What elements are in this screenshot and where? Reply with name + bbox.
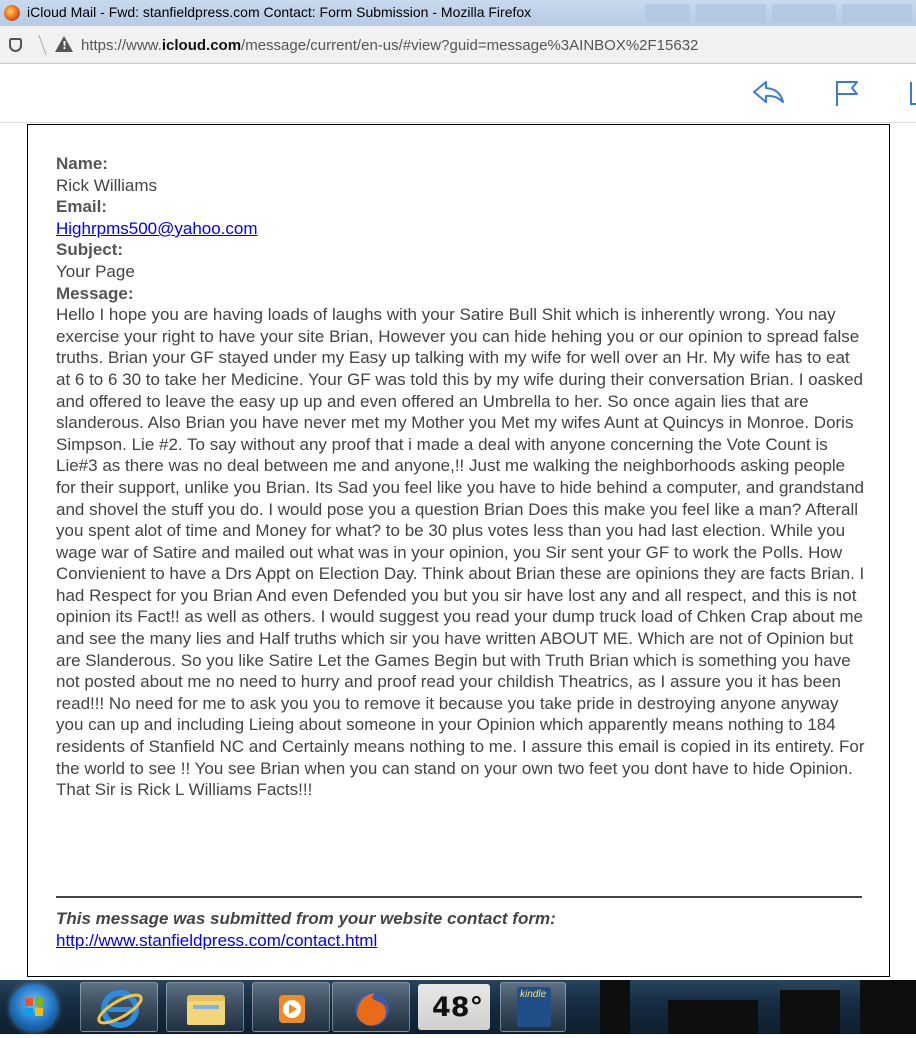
reply-button[interactable] [750,76,786,110]
taskbar-blank [668,1000,758,1034]
kindle-icon [517,987,551,1027]
firefox-app-icon [333,983,411,1033]
url-prefix: https://www. [81,37,162,54]
taskbar-kindle[interactable] [500,982,566,1032]
message-body-frame [27,124,890,977]
form-content [56,153,866,801]
footer-note: This message was submitted from your website contact form: [56,909,556,928]
windows-taskbar [0,980,916,1034]
taskbar-blank [860,980,916,1034]
url-domain: icloud.com [161,37,242,54]
blurred-tab [842,4,912,22]
subject-value: Your Page [56,261,135,281]
contact-page-link[interactable]: http://www.stanfieldpress.com/contact.html [56,931,378,950]
window-title: iCloud Mail - Fwd: stanfieldpress.com Contact: Form Submission - Mozilla Firefox [27,4,532,20]
flag-button[interactable] [830,76,866,110]
separator [30,35,46,55]
blurred-tab [772,4,836,22]
taskbar-blank [600,980,630,1034]
url-path: /message/current/en-us/#view?guid=message%3AINBOX%2F15632 [241,37,699,54]
message-text: Hello I hope you are having loads of laughs with your Satire Bull Shit which is inherently wrong. You nay exercise your right to have your site Brian, However you can hide hehing you or our opinion to spread false truths. Brian your GF stayed under my Easy up talking with my wife for well over an Hr. My wife has to eat at 6 to 6 30 to take her Medicine. Your GF was told this by my wife during their conversation Brian. I oasked and offered to leave the easy up up and even offered an Umbrella to her. So once again lies that are slanderous. Also Brian you have never met my Mother you Met my wifes Aunt at Quincys in Monroe. Doris Simpson. Lie #2. To say without any proof that i made a deal with anyone concerning the Vote Count is Lie#3 as there was no deal between me and anyone,!! Just me walking the neighborhoods asking people for their support, unlike you Brian. Its Sad you feel like you have to hide behind a computer, and grandstand and shovel the stuff you do. I would pose you a question Brian Does this make you feel like a man? Afterall you spent alot of time and Money for what? to be 30 plus votes less than you had last election. While you wage war of Satire and mailed out what was in your opinion, you Sir sent your GF to work the Polls. How Convienient to have a Drs Appt on Election Day. Think about Brian these are opinions they are facts Brian. I had Respect for you Brian And even Defended you but you sir have lost any and all respect, and this is not opinion its Fact!! as well as others. I would suggest you read your dump truck load of Chken Crap about me and see the many lies and Half truths which sir you have written ABOUT ME. Which are not of Opinion but are Slanderous. So you like Satire Let the Games Begin but with Truth Brian which is something you have not posted about me no need to hurry and proof read your childish Theatrics, as I assure you it has been read!!! No need for me to ask you you to remove it because you take pride in destroying anyone anyway you can up and including Lieing about someone in your Opinion which apparently means nothing to 184 residents of Stanfield NC and Certainly means nothing to me. I assure this email is copied in its entirety. For the world to see !! You see Brian when you can stand on your own two feet you dont have to hide Opinion. That Sir is Rick L Williams Facts!!! [56,305,865,800]
media-player-icon [253,983,331,1033]
divider [56,896,862,898]
taskbar-firefox[interactable] [332,982,410,1032]
url-text[interactable] [81,37,698,54]
taskbar-blank [780,990,840,1034]
email-link[interactable]: Highrpms500@yahoo.com [56,218,258,238]
message-label: Message: [56,283,134,303]
firefox-icon [4,5,20,21]
internet-explorer-icon [81,983,159,1033]
temperature-readout: 48° [432,992,484,1023]
blurred-tab [645,4,690,22]
blurred-tab [696,4,766,22]
message-footer [56,908,556,952]
warning-icon[interactable] [55,36,73,52]
taskbar-internet-explorer[interactable] [80,982,158,1032]
move-icon [902,76,916,110]
name-label: Name: [56,154,108,173]
taskbar-explorer[interactable] [166,982,244,1032]
start-button[interactable] [10,984,58,1032]
shield-icon[interactable] [9,38,22,52]
taskbar-media-player[interactable] [252,982,330,1032]
name-value: Rick Williams [56,175,158,195]
subject-label: Subject: [56,240,124,260]
windows-logo-icon [24,997,44,1017]
window-titlebar [0,0,916,26]
address-bar[interactable] [0,26,916,64]
reply-icon [750,76,786,110]
mail-toolbar [0,64,916,123]
kindle-label: kindle [520,989,547,1000]
flag-icon [830,76,866,110]
email-label: Email: [56,197,108,217]
move-button[interactable] [902,76,916,110]
folder-icon [167,983,245,1033]
